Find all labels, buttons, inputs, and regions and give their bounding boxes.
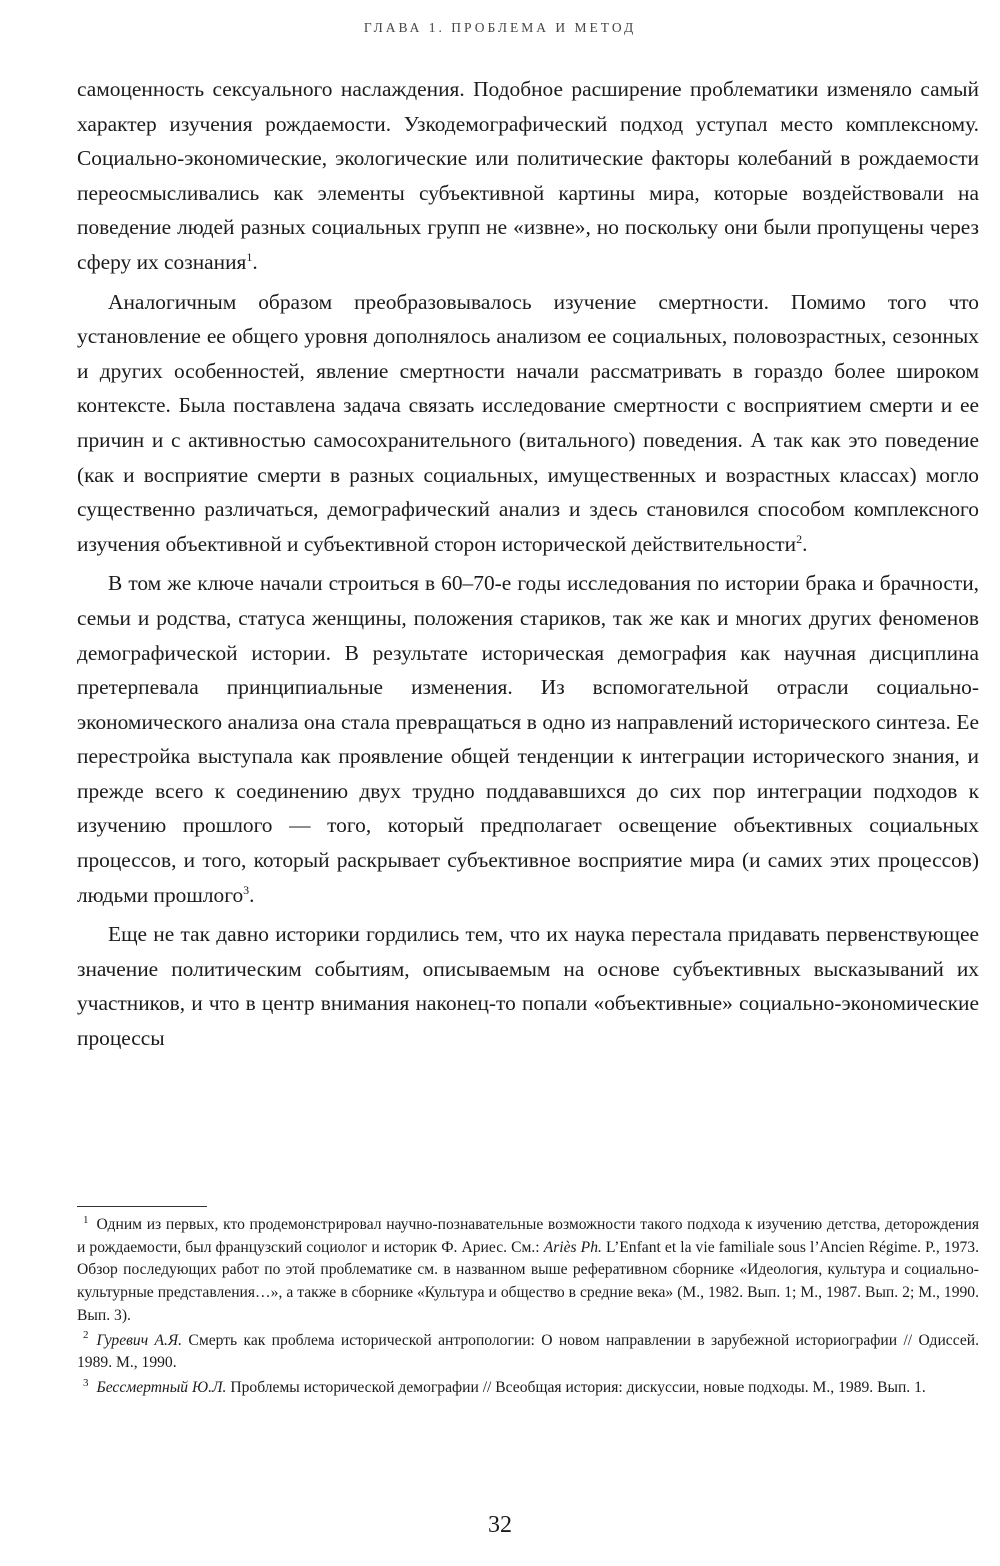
- footnote-2-author: Гуревич А.Я.: [96, 1331, 183, 1349]
- footnote-1-before: Одним из первых, кто продемонстрировал научно-познавательные возможности такого подхода к изучению детства, деторождения и рождаемости, был французский социолог и историк Ф. Ариес. См.:: [77, 1216, 979, 1256]
- paragraph-1-end: .: [252, 249, 258, 274]
- paragraph-1: [77, 72, 979, 280]
- footnote-ref-2[interactable]: 2: [796, 531, 803, 546]
- paragraph-3-end: .: [249, 882, 255, 907]
- footnote-separator: [77, 1206, 207, 1207]
- footnote-2-after: Смерть как проблема исторической антропологии: О новом направлении в зарубежной историографии // Одиссей. 1989. М., 1990.: [77, 1331, 980, 1372]
- footnote-3: [77, 1377, 979, 1400]
- footnote-3-after: Проблемы исторической демографии // Всеобщая история: дискуссии, новые подходы. М., 1989. Вып. 1.: [226, 1378, 926, 1396]
- footnote-2-number: 2: [83, 1329, 89, 1342]
- footnote-3-number: 3: [83, 1376, 89, 1389]
- footnote-1-number: 1: [83, 1213, 89, 1226]
- footnote-1-after: L’Enfant et la vie familiale sous l’Ancien Régime. P., 1973. Обзор последующих работ по этой проблематике см. в названном выше реферативном сборнике «Идеология, культура и социально-культурные представления…», а также в сборнике «Культура и общество в средние века» (М., 1982. Вып. 1; М., 1987. Вып. 2; М., 1990. Вып. 3).: [77, 1238, 979, 1324]
- paragraph-1-text: самоценность сексуального наслаждения. Подобное расширение проблематики изменяло самый характер изучения рождаемости. Узкодемографический подход уступал место комплексному. Социально-экономические, экологические или политические факторы колебаний в рождаемости переосмысливались как элементы субъективной картины мира, которые воздействовали на поведение людей разных социальных групп не «извне», но поскольку они были пропущены через сферу их сознания: [77, 77, 979, 274]
- paragraph-2-text: Аналогичным образом преобразовывалось изучение смертности. Помимо того что установление ее общего уровня дополнялось анализом ее социальных, половозрастных, сезонных и других особенностей, явление смертности начали рассматривать в гораздо более широком контексте. Была поставлена задача связать исследование смертности с восприятием смерти и ее причин и с активностью самосохранительного (витального) поведения. А так как это поведение (как и восприятие смерти в разных социальных, имущественных и возрастных классах) могло существенно различаться, демографический анализ и здесь становился способом комплексного изучения объективной и субъективной сторон исторической действительности: [77, 289, 979, 556]
- main-text: [77, 72, 979, 1061]
- page-number: 32: [488, 1512, 512, 1538]
- paragraph-4-text: Еще не так давно историки гордились тем, что их наука перестала придавать первенствующее значение политическим событиям, описываемым на основе субъективных высказываний их участников, и что в центр внимания наконец-то попали «объективные» социально-экономические процессы: [77, 922, 979, 1051]
- running-head: ГЛАВА 1. ПРОБЛЕМА И МЕТОД: [363, 20, 637, 35]
- paragraph-2-end: .: [802, 531, 808, 556]
- paragraph-3-text: В том же ключе начали строиться в 60–70-е годы исследования по истории брака и брачности, семьи и родства, статуса женщины, положения стариков, так же как и многих других феноменов демографической истории. В результате историческая демография как научная дисциплина претерпевала принципиальные изменения. Из вспомогательной отрасли социально-экономического анализа она стала превращаться в одно из направлений исторического синтеза. Ее перестройка выступала как проявление общей тенденции к интеграции исторического знания, и прежде всего к соединению двух трудно поддававшихся до сих пор интеграции подходов к изучению прошлого — того, который предполагает освещение объективных социальных процессов, и того, который раскрывает субъективное восприятие мира (и самих этих процессов) людьми прошлого: [77, 571, 979, 907]
- footnote-1-author: Ariès Ph.: [543, 1238, 602, 1256]
- footnote-2: [77, 1330, 979, 1375]
- footnote-1: [77, 1214, 979, 1328]
- paragraph-2: [77, 285, 979, 562]
- paragraph-3: [77, 566, 979, 912]
- footnote-3-author: Бессмертный Ю.Л.: [96, 1378, 227, 1396]
- footnotes: [77, 1214, 979, 1402]
- footnote-ref-1[interactable]: 1: [246, 249, 253, 264]
- paragraph-4: [77, 917, 979, 1055]
- footnote-ref-3[interactable]: 3: [243, 882, 250, 897]
